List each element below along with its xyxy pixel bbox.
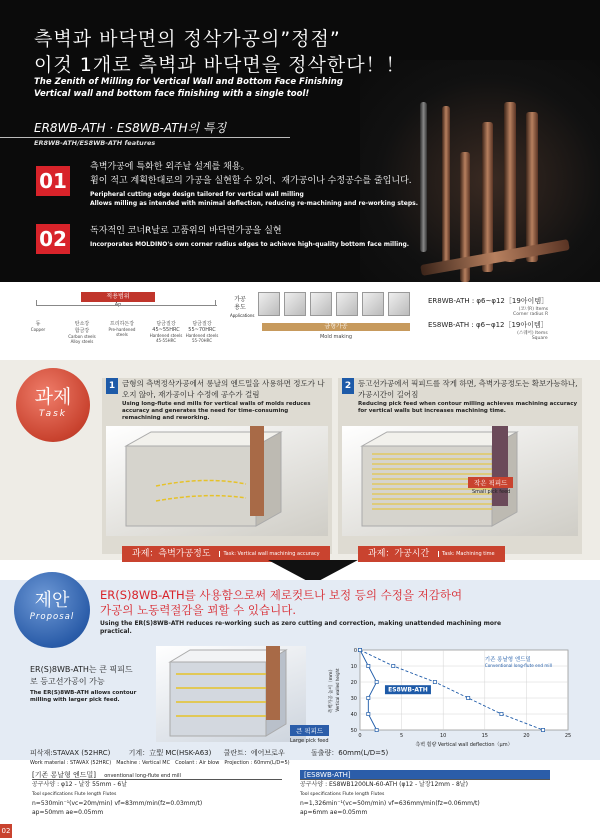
series-point [433, 680, 436, 683]
material-tick-k: 담금질강 55~70HRC [188, 321, 216, 333]
series-point [367, 696, 370, 699]
material-tick-k: 탄소강 합금강 [74, 321, 90, 334]
y-tick-label: 40 [350, 712, 357, 718]
spec-strip [0, 290, 600, 350]
mold-shape-icon [310, 292, 332, 316]
proposal-title [100, 588, 462, 618]
conventional-head-e: onventional long-flute end mill [104, 773, 181, 779]
tool-image [482, 122, 493, 272]
range-label: 적용범위 [81, 292, 155, 302]
conventional-conditions-box [32, 770, 282, 824]
small-pick-feed-e: Small pick feed [472, 489, 511, 495]
es8wb-line-1-en: Tool specifications Flute length Flutes [300, 792, 385, 797]
material-tick-e: Carbon steels Alloy steels [68, 334, 96, 344]
material-tick-k: 동 [35, 321, 41, 327]
x-tick-label: 5 [400, 733, 404, 739]
large-pick-feed-k: 큰 픽피드 [290, 725, 329, 736]
proposal-section [0, 580, 600, 760]
order-range-er8wb [428, 296, 548, 317]
conventional-line-1-en: Tool specifications Flute length Flutes [32, 792, 117, 797]
work-conditions-en: Work material : STAVAX (52HRC) Machine : Vertical MC Coolant : Air blow Projection : 60mm(L/D=5) [30, 760, 290, 766]
series-point [500, 712, 503, 715]
tool-image [504, 102, 516, 262]
features-divider [0, 137, 290, 138]
wall-machining-illustration [106, 426, 328, 536]
work-machine: 기계：立型 MC(HSK-A63) [128, 749, 212, 757]
large-pick-feed-illustration-svg [156, 646, 306, 742]
applications-label-e: Applications [230, 313, 255, 318]
feature-badge-01: 01 [36, 166, 70, 196]
order-range-es8wb [428, 320, 548, 341]
application-shapes [258, 292, 418, 320]
task-section [0, 360, 600, 560]
proposal-title-line2: 가공의 노동력절감을 꾀할 수 있습니다. [100, 603, 297, 617]
material-tick-e: Hardened steels 55-70HRC [185, 333, 219, 343]
scale-bar [37, 305, 217, 306]
proposal-badge-e: Proposal [29, 612, 75, 622]
x-tick-label: 10 [440, 733, 447, 739]
conventional-line-2: n=530min⁻¹(vc=20m/min) vf=83mm/min(fz=0.03mm/t) [32, 800, 203, 807]
es8wb-line-1: 공구사양 : ES8WB1200LN-60-ATH (φ12 - 날장12mm - 8날) [300, 781, 468, 788]
mold-shape-icon [284, 292, 306, 316]
conventional-line-1: 공구사양 : φ12 - 날장 55mm - 6날 [32, 781, 128, 788]
task-panel-1 [102, 378, 332, 559]
task-caption-2 [358, 546, 505, 562]
y-tick-label: 20 [350, 680, 357, 686]
material-tick [64, 320, 100, 344]
application-range-scale [36, 293, 216, 306]
order-range-er8wb-sub: (코너R) Items Corner radius R [513, 307, 549, 317]
order-range-es8wb-text: ES8WB-ATH : φ6~φ12［19아이템］ [428, 321, 548, 329]
product-tools-image [400, 112, 600, 282]
conventional-head [32, 770, 282, 780]
mold-shape-icon [336, 292, 358, 316]
x-tick-label: 15 [481, 733, 488, 739]
series-label: ES8WB-ATH [388, 686, 428, 694]
hero-banner [0, 0, 600, 282]
material-tick [148, 320, 184, 343]
material-tick-e: Hardened steels 45-55HRC [149, 333, 183, 343]
series-point [367, 712, 370, 715]
mold-making-en: Mold making [319, 334, 353, 340]
es8wb-line-2: n=1,326min⁻¹(vc=50m/min) vf=636mm/min(fz=0.06mm/t) [300, 800, 480, 807]
task-panel-2 [338, 378, 582, 559]
task-badge-k: 과제 [34, 386, 72, 408]
material-tick [184, 320, 220, 343]
series-point [541, 728, 544, 731]
task-panel-number: 2 [342, 378, 354, 394]
hero-title-line1: 측벽과 바닥면의 정삭가공의”정점” [34, 28, 341, 50]
features-title: ER8WB-ATH · ES8WB-ATH의 특징 [34, 121, 227, 135]
work-projection: 돌출량：60mm(L/D=5) [310, 749, 389, 757]
x-tick-label: 25 [564, 733, 572, 739]
series-point [375, 680, 378, 683]
contour-milling-illustration [342, 426, 578, 536]
task-caption-e: Task: Machining time [438, 551, 495, 557]
series-label: 기존 롱날형 엔드밀 [484, 657, 531, 664]
mold-shape-icon [362, 292, 384, 316]
deflection-chart [320, 644, 580, 756]
feature-02-k1: 독자적인 코너R날로 고품위의 바닥면가공을 실현 [90, 226, 282, 236]
tool-image [442, 106, 450, 266]
task-panel-number: 1 [106, 378, 118, 394]
features-subtitle: ER8WB-ATH/ES8WB-ATH features [34, 139, 156, 147]
series-point [467, 696, 470, 699]
small-pick-feed-label [468, 470, 513, 495]
hero-en-line2: Vertical wall and bottom face finishing with a single tool! [34, 89, 310, 99]
proposal-left-k: ER(S)8WB-ATH는 큰 픽피드로 등고선가공이 가능 [30, 665, 133, 686]
work-coolant: 쿨란트：에어브로우 [223, 749, 285, 757]
proposal-left-e: The ER(S)8WB-ATH allows contour milling with larger pick feed. [30, 690, 137, 703]
task-badge-e: Task [39, 409, 67, 419]
feature-01-e1: Peripheral cutting edge design tailored for vertical wall milling [90, 191, 304, 198]
large-pick-feed-illustration [156, 646, 306, 742]
material-tick-e: Copper [30, 327, 46, 332]
tool-image [526, 112, 538, 262]
task-panel-e: Reducing pick feed when contour milling achieves machining accuracy for vertical walls but increases machining time. [358, 401, 578, 414]
work-material: 피삭재:STAVAX (52HRC) [30, 749, 111, 757]
x-tick-label: 20 [523, 733, 530, 739]
feature-02-e1: Incorporates MOLDINO's own corner radius edges to achieve high-quality bottom face milling. [90, 241, 410, 248]
x-axis-label: 측벽 휨량 Vertical wall deflection（μm） [415, 742, 513, 748]
task-caption-e: Task: Vertical wall machining accuracy [219, 551, 319, 557]
large-pick-feed-e: Large pick feed [290, 738, 329, 744]
feature-01-k1: 측벽가공에 특화한 외주날 설계를 채용。 [90, 162, 250, 172]
series-point [392, 664, 395, 667]
proposal-badge [14, 572, 90, 648]
y-tick-label: 10 [350, 664, 357, 670]
conventional-head-k: [기존 롱날형 엔드밀] [32, 771, 97, 779]
order-range-er8wb-text: ER8WB-ATH : φ6~φ12［19아이템］ [428, 297, 549, 305]
es8wb-conditions-box [300, 770, 550, 824]
wall-deflection-illustration [106, 426, 328, 536]
material-tick [104, 320, 140, 337]
task-panel-e: Using long-flute end mills for vertical walls of molds reduces accuracy and generates the need for time-consuming remachining and reworking. [122, 401, 311, 421]
es8wb-line-3: ap=6mm ae=0.05mm [300, 809, 368, 816]
x-tick-label: 0 [358, 733, 362, 739]
proposal-badge-k: 제안 [34, 590, 70, 611]
tool-shank-image [420, 102, 427, 252]
hero-title-line2: 이것 1개로 측벽과 바닥면을 정삭한다！！ [34, 54, 406, 76]
contour-lines-illustration [342, 426, 578, 536]
y-tick-label: 50 [350, 728, 357, 734]
small-pick-feed-k: 작은 픽피드 [468, 477, 513, 488]
applications-label [230, 296, 255, 336]
task-badge [16, 368, 90, 442]
series-label-en: Conventional long-flute end mill [484, 663, 552, 669]
feature-badge-02: 02 [36, 224, 70, 254]
material-tick [20, 320, 56, 332]
feature-02-text [90, 224, 409, 249]
mold-shape-icon [388, 292, 410, 316]
page-number: 02 [0, 824, 12, 838]
order-range-es8wb-sub: (스퀘어) Items Square [517, 331, 548, 341]
feature-01-text [90, 160, 418, 208]
y-tick-label: 0 [353, 648, 357, 654]
task-panel-k: 금형의 측벽정삭가공에서 롱날의 엔드밀을 사용하면 정도가 나오지 않아, 재가공이나 수정에 공수가 걸림 [122, 379, 325, 399]
series-point [375, 728, 378, 731]
task-panel-text [358, 378, 578, 415]
applications-label-k: 가공 용도 [234, 296, 246, 311]
conventional-line-3: ap=50mm ae=0.05mm [32, 809, 104, 816]
proposal-left-note [30, 664, 140, 704]
y-tick-label: 30 [350, 696, 357, 702]
y-axis-label-en: Vertical walled height [335, 668, 340, 712]
series-point [358, 648, 361, 651]
task-caption-k: 과제：측벽가공정도 [132, 549, 211, 559]
task-caption-k: 과제：가공시간 [368, 549, 430, 559]
task-panel-k: 등고선가공에서 픽피드를 작게 하면, 측벽가공정도는 확보가능하나, 가공시간이 길어짐 [358, 379, 578, 399]
features-heading [0, 117, 305, 147]
y-axis-label: 측벽가공 높이（mm） [329, 666, 334, 714]
mold-making-bar: 금형가공 [262, 323, 410, 331]
task-panel-text [122, 378, 328, 422]
proposal-en: Using the ER(S)8WB-ATH reduces re-working such as zero cutting and correction, making unattended machining more practical. [100, 620, 502, 635]
material-tick-k: 담금질강 45~55HRC [152, 321, 180, 333]
work-conditions-row [30, 748, 590, 759]
feature-01-e2: Allows milling as intended with minimal deflection, reducing re-machining and re-working steps. [90, 200, 418, 207]
work-conditions [30, 748, 590, 766]
proposal-title-line1: ER(S)8WB-ATH를 사용함으로써 제로컷트나 보정 등의 수정을 저감하여 [100, 588, 463, 602]
es8wb-head: [ES8WB-ATH] [300, 770, 550, 780]
series-point [367, 664, 370, 667]
feature-01-k2: 휨이 적고 계획한대로의 가공을 실현할 수 있어、재가공이나 수정공수를 줄입니다. [90, 176, 412, 186]
material-tick-e: Pre-hardened steels [108, 327, 136, 337]
hero-en-line1: The Zenith of Milling for Vertical Wall and Bottom Face Finishing [34, 77, 343, 87]
mold-shape-icon [258, 292, 280, 316]
material-tick-k: 프리하든강 [109, 321, 135, 327]
